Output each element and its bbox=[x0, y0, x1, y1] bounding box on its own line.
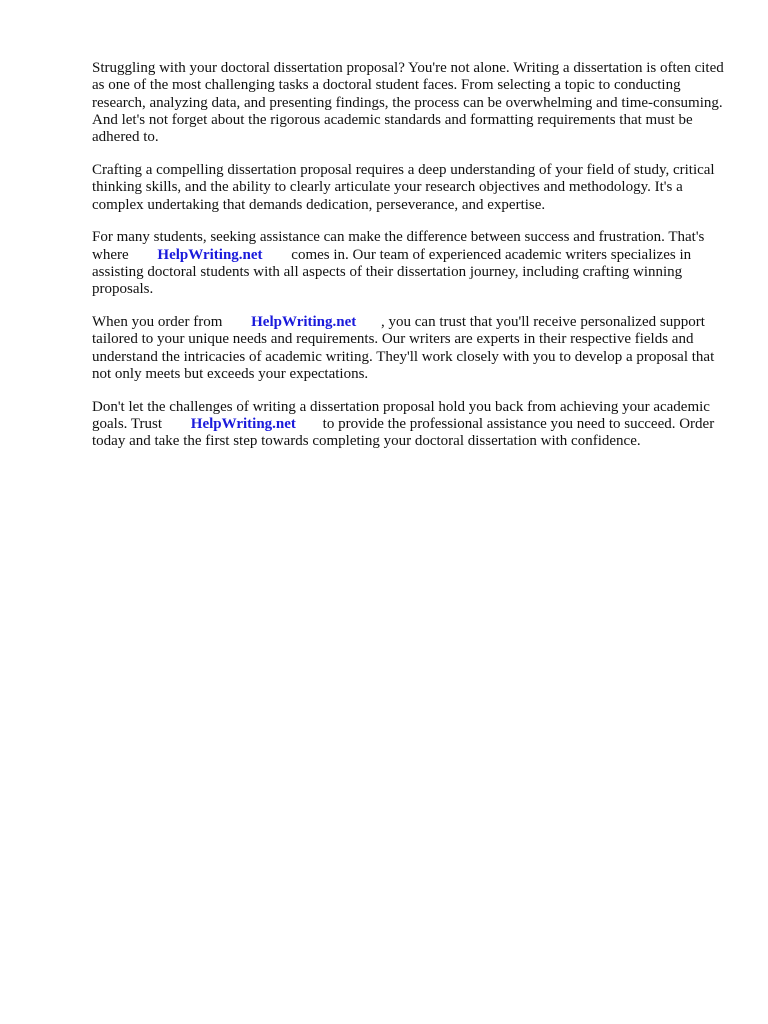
paragraph-assistance-text-before: For many students, seeking assistance can make the difference between success and frustration. That's where bbox=[92, 229, 705, 263]
paragraph-closing bbox=[92, 399, 732, 451]
helpwriting-link-2[interactable]: HelpWriting.net bbox=[251, 314, 357, 331]
helpwriting-link-1[interactable]: HelpWriting.net bbox=[157, 246, 263, 263]
paragraph-assistance bbox=[92, 229, 732, 298]
helpwriting-link-3[interactable]: HelpWriting.net bbox=[190, 416, 296, 433]
paragraph-assistance-text-after: comes in. Our team of experienced academic writers specializes in assisting doctoral students with all aspects of their dissertation journey, including crafting winning proposals. bbox=[92, 246, 692, 298]
paragraph-closing-text-after: to provide the professional assistance you need to succeed. Order today and take the first step towards completing your doctoral dissertation with confidence. bbox=[92, 416, 715, 450]
paragraph-order bbox=[92, 314, 732, 383]
paragraph-intro-text: Struggling with your doctoral dissertation proposal? You're not alone. Writing a dissertation is often cited as one of the most challenging tasks a doctoral student faces. From selecting a topic to conducting research, analyzing data, and presenting findings, the process can be overwhelming and time-consuming. And let's not forget about the rigorous academic standards and formatting requirements that must be adhered to. bbox=[92, 60, 724, 146]
paragraph-closing-text-before: Don't let the challenges of writing a dissertation proposal hold you back from achieving your academic goals. Trust bbox=[92, 398, 710, 433]
paragraph-order-text-before: When you order from bbox=[92, 314, 223, 331]
paragraph-intro bbox=[92, 60, 732, 146]
paragraph-proposal-requirements bbox=[92, 162, 732, 214]
document-page bbox=[92, 60, 732, 466]
paragraph-proposal-requirements-text: Crafting a compelling dissertation proposal requires a deep understanding of your field of study, critical thinking skills, and the ability to clearly articulate your research objectives and methodology. It's a complex undertaking that demands dedication, perseverance, and expertise. bbox=[92, 161, 715, 213]
paragraph-order-text-after: , you can trust that you'll receive personalized support tailored to your unique needs and requirements. Our writers are experts in their respective fields and understand the intricacies of academic writing. They'll work closely with you to develop a proposal that not only meets but exceeds your expectations. bbox=[92, 314, 715, 382]
